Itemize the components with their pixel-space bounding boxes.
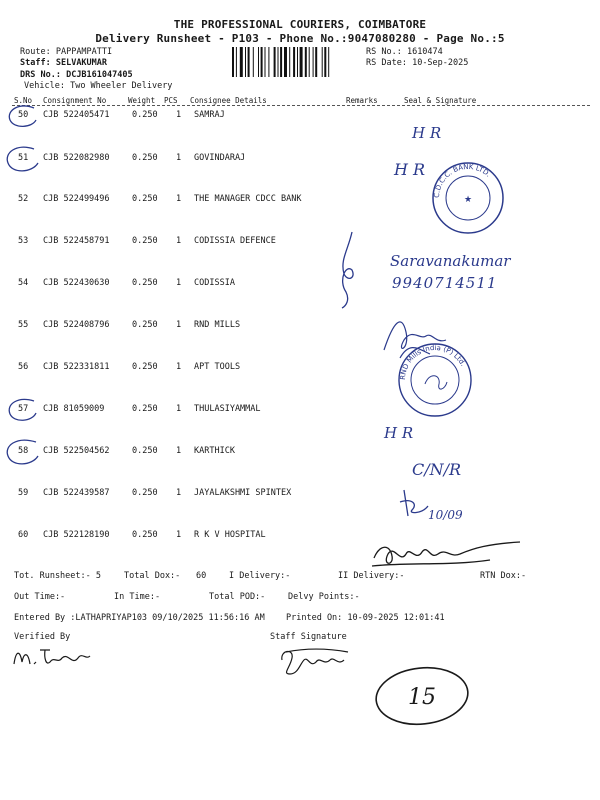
bank-stamp-text: C.D.C.C. BANK LTD. xyxy=(432,162,493,199)
drs-value: DCJB161047405 xyxy=(66,70,133,80)
row-sno: 57 xyxy=(18,404,29,414)
row-consignment: CJB 522504562 xyxy=(43,446,110,456)
barcode-bar xyxy=(280,47,282,77)
row-sno: 55 xyxy=(18,320,29,330)
rs-no-value: 1610474 xyxy=(406,47,443,57)
drs-line xyxy=(20,70,133,80)
col-pcs: PCS xyxy=(164,96,178,105)
row-consignment: CJB 522408796 xyxy=(43,320,110,330)
barcode-bar xyxy=(253,47,254,77)
barcode-bar xyxy=(245,47,246,77)
row-sno: 53 xyxy=(18,236,29,246)
barcode-bar xyxy=(261,47,263,77)
handwritten-hr-50: H R xyxy=(412,124,442,142)
row-weight: 0.250 xyxy=(132,153,158,163)
rs-no-line xyxy=(366,47,443,57)
rs-date-line xyxy=(366,58,468,68)
svg-text:RND Mills India (P) Ltd. xyxy=(399,344,467,380)
col-seal: Seal & Signature xyxy=(404,96,477,105)
i-delivery: I Delivery:- xyxy=(229,571,291,581)
row-pcs: 1 xyxy=(176,320,182,330)
row-sno: 60 xyxy=(18,530,29,540)
company-title: THE PROFESSIONAL COURIERS, COIMBATORE xyxy=(173,18,427,31)
handwritten-name-53: Saravanakumar xyxy=(390,252,511,270)
table-row xyxy=(0,194,600,206)
col-weight: Weight xyxy=(128,96,156,105)
row-consignment: CJB 522439587 xyxy=(43,488,110,498)
barcode-bar xyxy=(236,47,237,77)
barcode-bar xyxy=(289,47,290,77)
vehicle-line xyxy=(24,81,172,91)
signature-53 xyxy=(334,230,364,310)
bank-stamp-icon xyxy=(430,160,506,236)
table-row xyxy=(0,320,600,332)
table-row xyxy=(0,153,600,165)
barcode-bar xyxy=(284,47,287,77)
barcode xyxy=(232,47,360,77)
row-pcs: 1 xyxy=(176,488,182,498)
row-consignee: KARTHICK xyxy=(194,446,235,456)
row-weight: 0.250 xyxy=(132,530,158,540)
row-sno: 50 xyxy=(18,110,29,120)
runsheet-title: Delivery Runsheet - P103 - Phone No.:9047080280 - Page No.:5 xyxy=(95,32,505,45)
handwritten-hr-57: H R xyxy=(384,424,414,442)
rs-date-label: RS Date: xyxy=(366,58,407,68)
vehicle-label: Vehicle: xyxy=(24,81,65,91)
route-value: PAPPAMPATTI xyxy=(55,47,113,57)
barcode-bar xyxy=(232,47,234,77)
col-consignment: Consignment No xyxy=(43,96,107,105)
staff-value: SELVAKUMAR xyxy=(55,58,108,68)
row-consignee: JAYALAKSHMI SPINTEX xyxy=(194,488,292,498)
row-pcs: 1 xyxy=(176,362,182,372)
row-pcs: 1 xyxy=(176,110,182,120)
row-consignee: SAMRAJ xyxy=(194,110,225,120)
table-row xyxy=(0,404,600,416)
row-pcs: 1 xyxy=(176,278,182,288)
row-consignee: THE MANAGER CDCC BANK xyxy=(194,194,302,204)
table-row xyxy=(0,110,600,122)
circle-mark-58 xyxy=(4,438,42,468)
row-weight: 0.250 xyxy=(132,110,158,120)
handwritten-hr-51: H R xyxy=(394,160,426,179)
route-line xyxy=(20,47,112,57)
row-consignment: CJB 522405471 xyxy=(43,110,110,120)
col-remarks: Remarks xyxy=(346,96,378,105)
row-consignee: APT TOOLS xyxy=(194,362,241,372)
mill-stamp-text: RND Mills India (P) Ltd. xyxy=(398,343,468,381)
barcode-bar xyxy=(293,47,295,77)
barcode-bar xyxy=(268,47,269,77)
table-row xyxy=(0,278,600,290)
row-consignee: GOVINDARAJ xyxy=(194,153,246,163)
verified-signature xyxy=(12,644,92,670)
barcode-bar xyxy=(274,47,276,77)
barcode-bar xyxy=(322,47,323,77)
out-time: Out Time:- xyxy=(14,592,66,602)
table-row xyxy=(0,488,600,500)
total-dox-value: 60 xyxy=(196,571,207,581)
handwritten-phone-53: 9940714511 xyxy=(392,274,498,292)
row-weight: 0.250 xyxy=(132,320,158,330)
rtn-dox: RTN Dox:- xyxy=(480,571,527,581)
row-pcs: 1 xyxy=(176,153,182,163)
circled-page-count xyxy=(372,664,472,728)
delvy-points: Delvy Points:- xyxy=(288,592,360,602)
staff-label: Staff: xyxy=(20,58,51,68)
rs-date-value: 10-Sep-2025 xyxy=(412,58,469,68)
barcode-bar xyxy=(305,47,307,77)
row-pcs: 1 xyxy=(176,404,182,414)
total-pod: Total POD:- xyxy=(209,592,266,602)
row-consignment: CJB 522128190 xyxy=(43,530,110,540)
staff-signature xyxy=(276,644,356,680)
tot-runsheet: Tot. Runsheet:- 5 xyxy=(14,571,101,581)
table-row xyxy=(0,446,600,458)
staff-line xyxy=(20,58,107,68)
circle-mark-51 xyxy=(4,145,42,175)
row-consignment: CJB 81059009 xyxy=(43,404,105,414)
row-sno: 51 xyxy=(18,153,29,163)
svg-text:★: ★ xyxy=(463,195,473,205)
verified-by-label: Verified By xyxy=(14,632,71,642)
row-consignment: CJB 522331811 xyxy=(43,362,110,372)
circle-mark-50 xyxy=(6,104,40,130)
barcode-bar xyxy=(297,47,298,77)
printed-on: Printed On: 10-09-2025 12:01:41 xyxy=(286,613,445,623)
rs-no-label: RS No.: xyxy=(366,47,402,57)
signature-60 xyxy=(370,536,530,572)
route-label: Route: xyxy=(20,47,51,57)
barcode-bar xyxy=(278,47,279,77)
row-weight: 0.250 xyxy=(132,488,158,498)
staff-signature-label: Staff Signature xyxy=(270,632,347,642)
row-sno: 58 xyxy=(18,446,29,456)
table-row xyxy=(0,362,600,374)
row-consignee: CODISSIA DEFENCE xyxy=(194,236,276,246)
barcode-bar xyxy=(309,47,310,77)
row-weight: 0.250 xyxy=(132,362,158,372)
in-time: In Time:- xyxy=(114,592,161,602)
vehicle-value: Two Wheeler Delivery xyxy=(70,81,173,91)
mill-stamp-icon xyxy=(395,340,475,420)
handwritten-date-59: 10/09 xyxy=(428,508,463,522)
barcode-bar xyxy=(248,47,250,77)
row-consignment: CJB 522082980 xyxy=(43,153,110,163)
row-consignee: THULASIYAMMAL xyxy=(194,404,261,414)
row-pcs: 1 xyxy=(176,236,182,246)
circled-number: 15 xyxy=(408,685,436,710)
circle-mark-57 xyxy=(6,398,40,424)
row-sno: 54 xyxy=(18,278,29,288)
barcode-bar xyxy=(240,47,243,77)
row-pcs: 1 xyxy=(176,194,182,204)
ii-delivery: II Delivery:- xyxy=(338,571,405,581)
row-consignment: CJB 522430630 xyxy=(43,278,110,288)
barcode-bar xyxy=(313,47,314,77)
row-weight: 0.250 xyxy=(132,404,158,414)
barcode-bar xyxy=(324,47,326,77)
row-weight: 0.250 xyxy=(132,194,158,204)
row-consignee: CODISSIA xyxy=(194,278,235,288)
table-row xyxy=(0,236,600,248)
row-consignment: CJB 522499496 xyxy=(43,194,110,204)
total-dox-label: Total Dox:- xyxy=(124,571,181,581)
barcode-bar xyxy=(300,47,303,77)
row-sno: 52 xyxy=(18,194,29,204)
barcode-bar xyxy=(328,47,329,77)
row-weight: 0.250 xyxy=(132,236,158,246)
header-rule xyxy=(12,105,590,106)
drs-label: DRS No.: xyxy=(20,70,61,80)
row-weight: 0.250 xyxy=(132,446,158,456)
entered-by: Entered By :LATHAPRIYAP103 09/10/2025 11:56:16 AM xyxy=(14,613,265,623)
barcode-bar xyxy=(315,47,317,77)
barcode-bar xyxy=(265,47,266,77)
handwritten-cnr-58: C/N/R xyxy=(412,460,462,479)
row-pcs: 1 xyxy=(176,446,182,456)
barcode-bar xyxy=(258,47,259,77)
row-consignment: CJB 522458791 xyxy=(43,236,110,246)
row-weight: 0.250 xyxy=(132,278,158,288)
row-consignee: R K V HOSPITAL xyxy=(194,530,266,540)
row-pcs: 1 xyxy=(176,530,182,540)
row-sno: 56 xyxy=(18,362,29,372)
col-sno: S.No xyxy=(14,96,33,105)
row-consignee: RND MILLS xyxy=(194,320,241,330)
row-sno: 59 xyxy=(18,488,29,498)
svg-text:C.D.C.C. BANK LTD. xyxy=(433,163,492,198)
col-consignee: Consignee Details xyxy=(190,96,267,105)
